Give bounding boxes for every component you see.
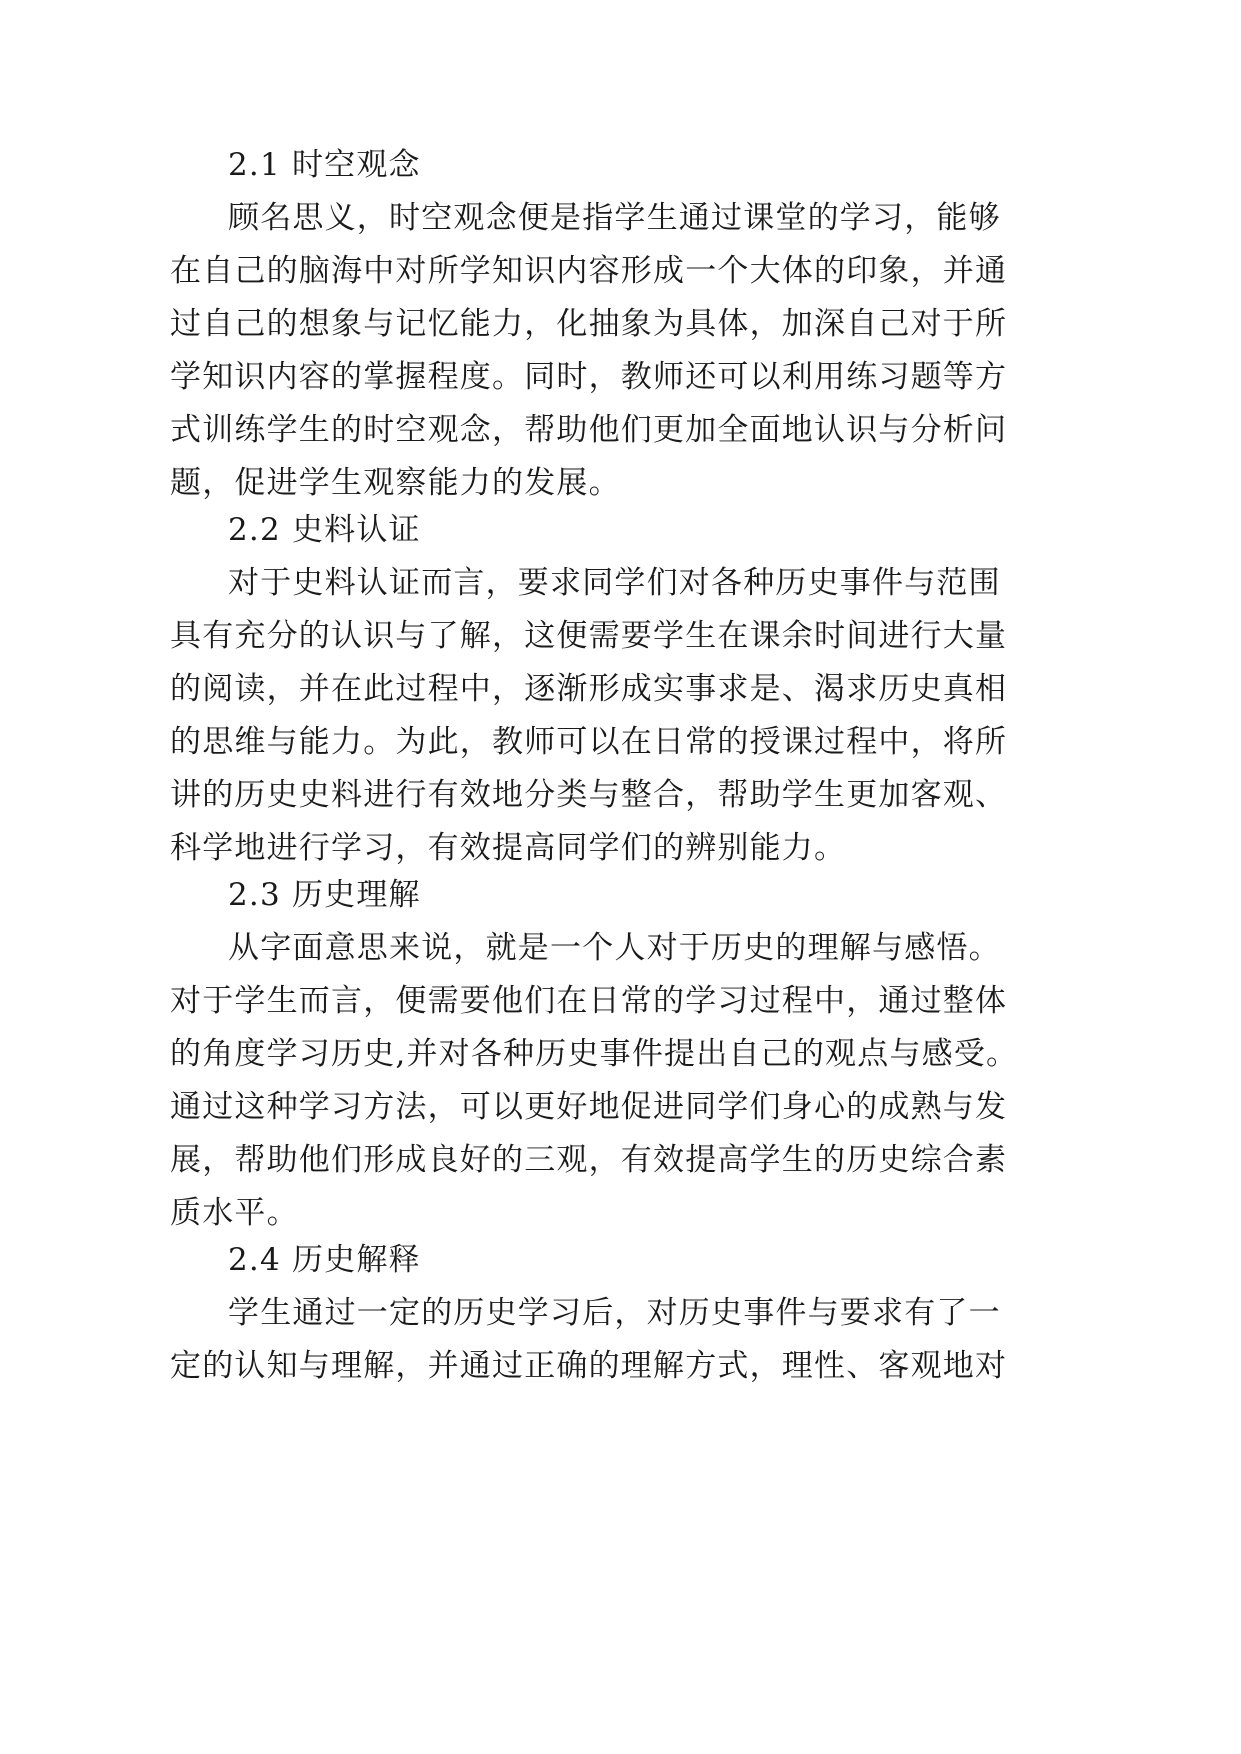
section-heading: 2.3 历史理解 [228,877,421,913]
paragraph-line: 质水平。 [170,1195,299,1231]
paragraph-line: 学生通过一定的历史学习后，对历史事件与要求有了一 [228,1295,1001,1331]
section-heading: 2.2 史料认证 [228,512,421,548]
paragraph-line: 的思维与能力。为此，教师可以在日常的授课过程中，将所 [170,724,1008,760]
paragraph-line: 从字面意思来说，就是一个人对于历史的理解与感悟。 [228,930,1001,966]
section-heading: 2.4 历史解释 [228,1242,421,1278]
paragraph-line: 科学地进行学习，有效提高同学们的辨别能力。 [170,830,847,866]
paragraph-line: 的角度学习历史,并对各种历史事件提出自己的观点与感受。 [170,1036,1019,1072]
paragraph-line: 在自己的脑海中对所学知识内容形成一个大体的印象，并通 [170,253,1008,289]
paragraph-line: 具有充分的认识与了解，这便需要学生在课余时间进行大量 [170,618,1008,654]
paragraph-line: 式训练学生的时空观念，帮助他们更加全面地认识与分析问 [170,412,1008,448]
paragraph-line: 对于史料认证而言，要求同学们对各种历史事件与范围 [228,565,1001,601]
paragraph-line: 过自己的想象与记忆能力，化抽象为具体，加深自己对于所 [170,306,1008,342]
paragraph-line: 展，帮助他们形成良好的三观，有效提高学生的历史综合素 [170,1142,1008,1178]
paragraph-line: 通过这种学习方法，可以更好地促进同学们身心的成熟与发 [170,1089,1008,1125]
paragraph-line: 对于学生而言，便需要他们在日常的学习过程中，通过整体 [170,983,1008,1019]
paragraph-line: 定的认知与理解，并通过正确的理解方式，理性、客观地对 [170,1348,1008,1384]
paragraph-line: 学知识内容的掌握程度。同时，教师还可以利用练习题等方 [170,359,1008,395]
paragraph-line: 题，促进学生观察能力的发展。 [170,465,621,501]
paragraph-line: 顾名思义，时空观念便是指学生通过课堂的学习，能够 [228,200,1001,236]
section-heading: 2.1 时空观念 [228,147,421,183]
paragraph-line: 的阅读，并在此过程中，逐渐形成实事求是、渴求历史真相 [170,671,1008,707]
paragraph-line: 讲的历史史料进行有效地分类与整合，帮助学生更加客观、 [170,777,1008,813]
